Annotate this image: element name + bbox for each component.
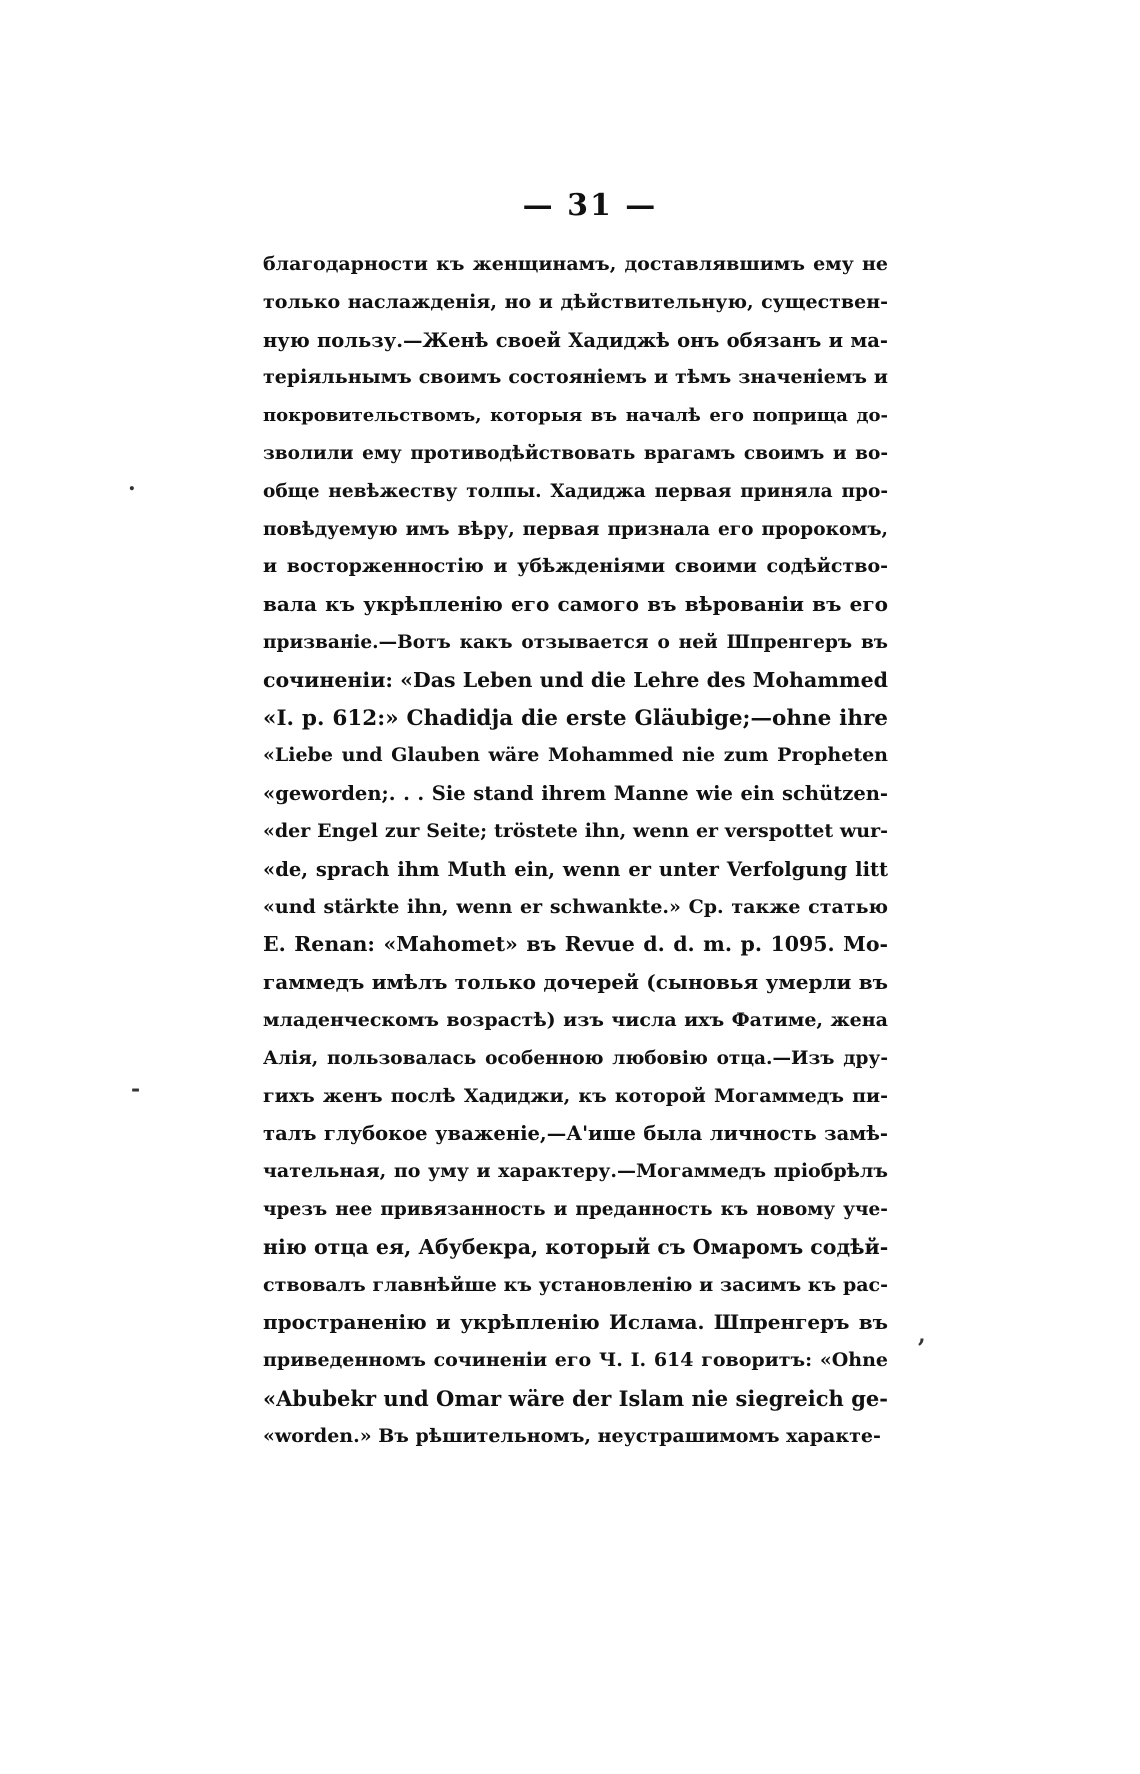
text-line: «de, sprach ihm Muth ein, wenn er unter Verfolgung litt [263,857,888,881]
text-line: «und stärkte ihn, wenn er schwankte.» Ср. также статью [263,895,888,918]
page-number: — 31 — [522,188,658,223]
text-line: чрезъ нее привязанность и преданность къ новому уче- [263,1198,888,1220]
text-line: пространенію и укрѣпленію Ислама. Шпренгеръ въ [263,1310,888,1335]
text-line: сочиненіи: «Das Leben und die Lehre des Mohammed [263,667,888,692]
text-line: «Abubekr und Omar wäre der Islam nie siegreich ge- [263,1385,888,1411]
body-text [263,246,888,1456]
text-line: талъ глубокое уваженіе,—А'ише была личность замѣ- [263,1122,888,1146]
text-line: ствовалъ главнѣйше къ установленію и засимъ къ рас- [263,1273,888,1296]
text-line: «worden.» Въ рѣшительномъ, неустрашимомъ характе- [263,1424,881,1447]
text-line: E. Renan: «Mahomet» въ Revue d. d. m. p. 1095. Мо- [263,932,888,957]
text-line: «geworden;. . . Sie stand ihrem Manne wie ein schützen- [263,782,888,806]
text-line: и восторженностію и убѣжденіями своими содѣйство- [263,555,888,578]
text-line: гаммедъ имѣлъ только дочерей (сыновья умерли въ [263,970,888,995]
text-line: ную пользу.—Женѣ своей Хадиджѣ онъ обязанъ и ма- [263,328,888,352]
text-line: Алія, пользовалась особенною любовію отца.—Изъ дру- [263,1047,888,1069]
text-line: теріяльнымъ своимъ состояніемъ и тѣмъ значеніемъ и [263,366,888,389]
text-line: «Liebe und Glauben wäre Mohammed nie zum Propheten [263,744,888,767]
text-line: нію отца ея, Абубекра, который съ Омаромъ содѣй- [263,1234,888,1259]
text-line: благодарности къ женщинамъ, доставлявшимъ ему не [263,253,888,275]
text-line: «der Engel zur Seite; tröstete ihn, wenn er verspottet wur- [263,819,888,842]
text-line: повѣдуемую имъ вѣру, первая признала его пророкомъ, [263,518,888,540]
text-line: обще невѣжеству толпы. Хадиджа первая приняла про- [263,480,888,502]
text-line: «I. p. 612:» Chadidja die erste Gläubige;—ohne ihre [263,705,888,731]
text-line: призваніе.—Вотъ какъ отзывается о ней Шпренгеръ въ [263,631,888,653]
text-line: покровительствомъ, которыя въ началѣ его поприща до- [263,405,888,427]
text-line: младенческомъ возрастѣ) изъ числа ихъ Фатиме, жена [263,1008,888,1031]
text-line: только наслажденія, но и дѣйствительную, существен- [263,290,888,313]
text-line: гихъ женъ послѣ Хадиджи, къ которой Могаммедъ пи- [263,1084,888,1107]
margin-mark: . [128,470,136,496]
margin-mark: - [131,1076,141,1102]
text-line: вала къ укрѣпленію его самого въ вѣрованіи въ его [263,592,888,617]
text-line: зволили ему противодѣйствовать врагамъ своимъ и во- [263,442,888,464]
margin-mark: , [918,1322,926,1348]
text-line: приведенномъ сочиненіи его Ч. I. 614 говоритъ: «Ohne [263,1349,888,1372]
text-line: чательная, по уму и характеру.—Могаммедъ пріобрѣлъ [263,1160,888,1183]
